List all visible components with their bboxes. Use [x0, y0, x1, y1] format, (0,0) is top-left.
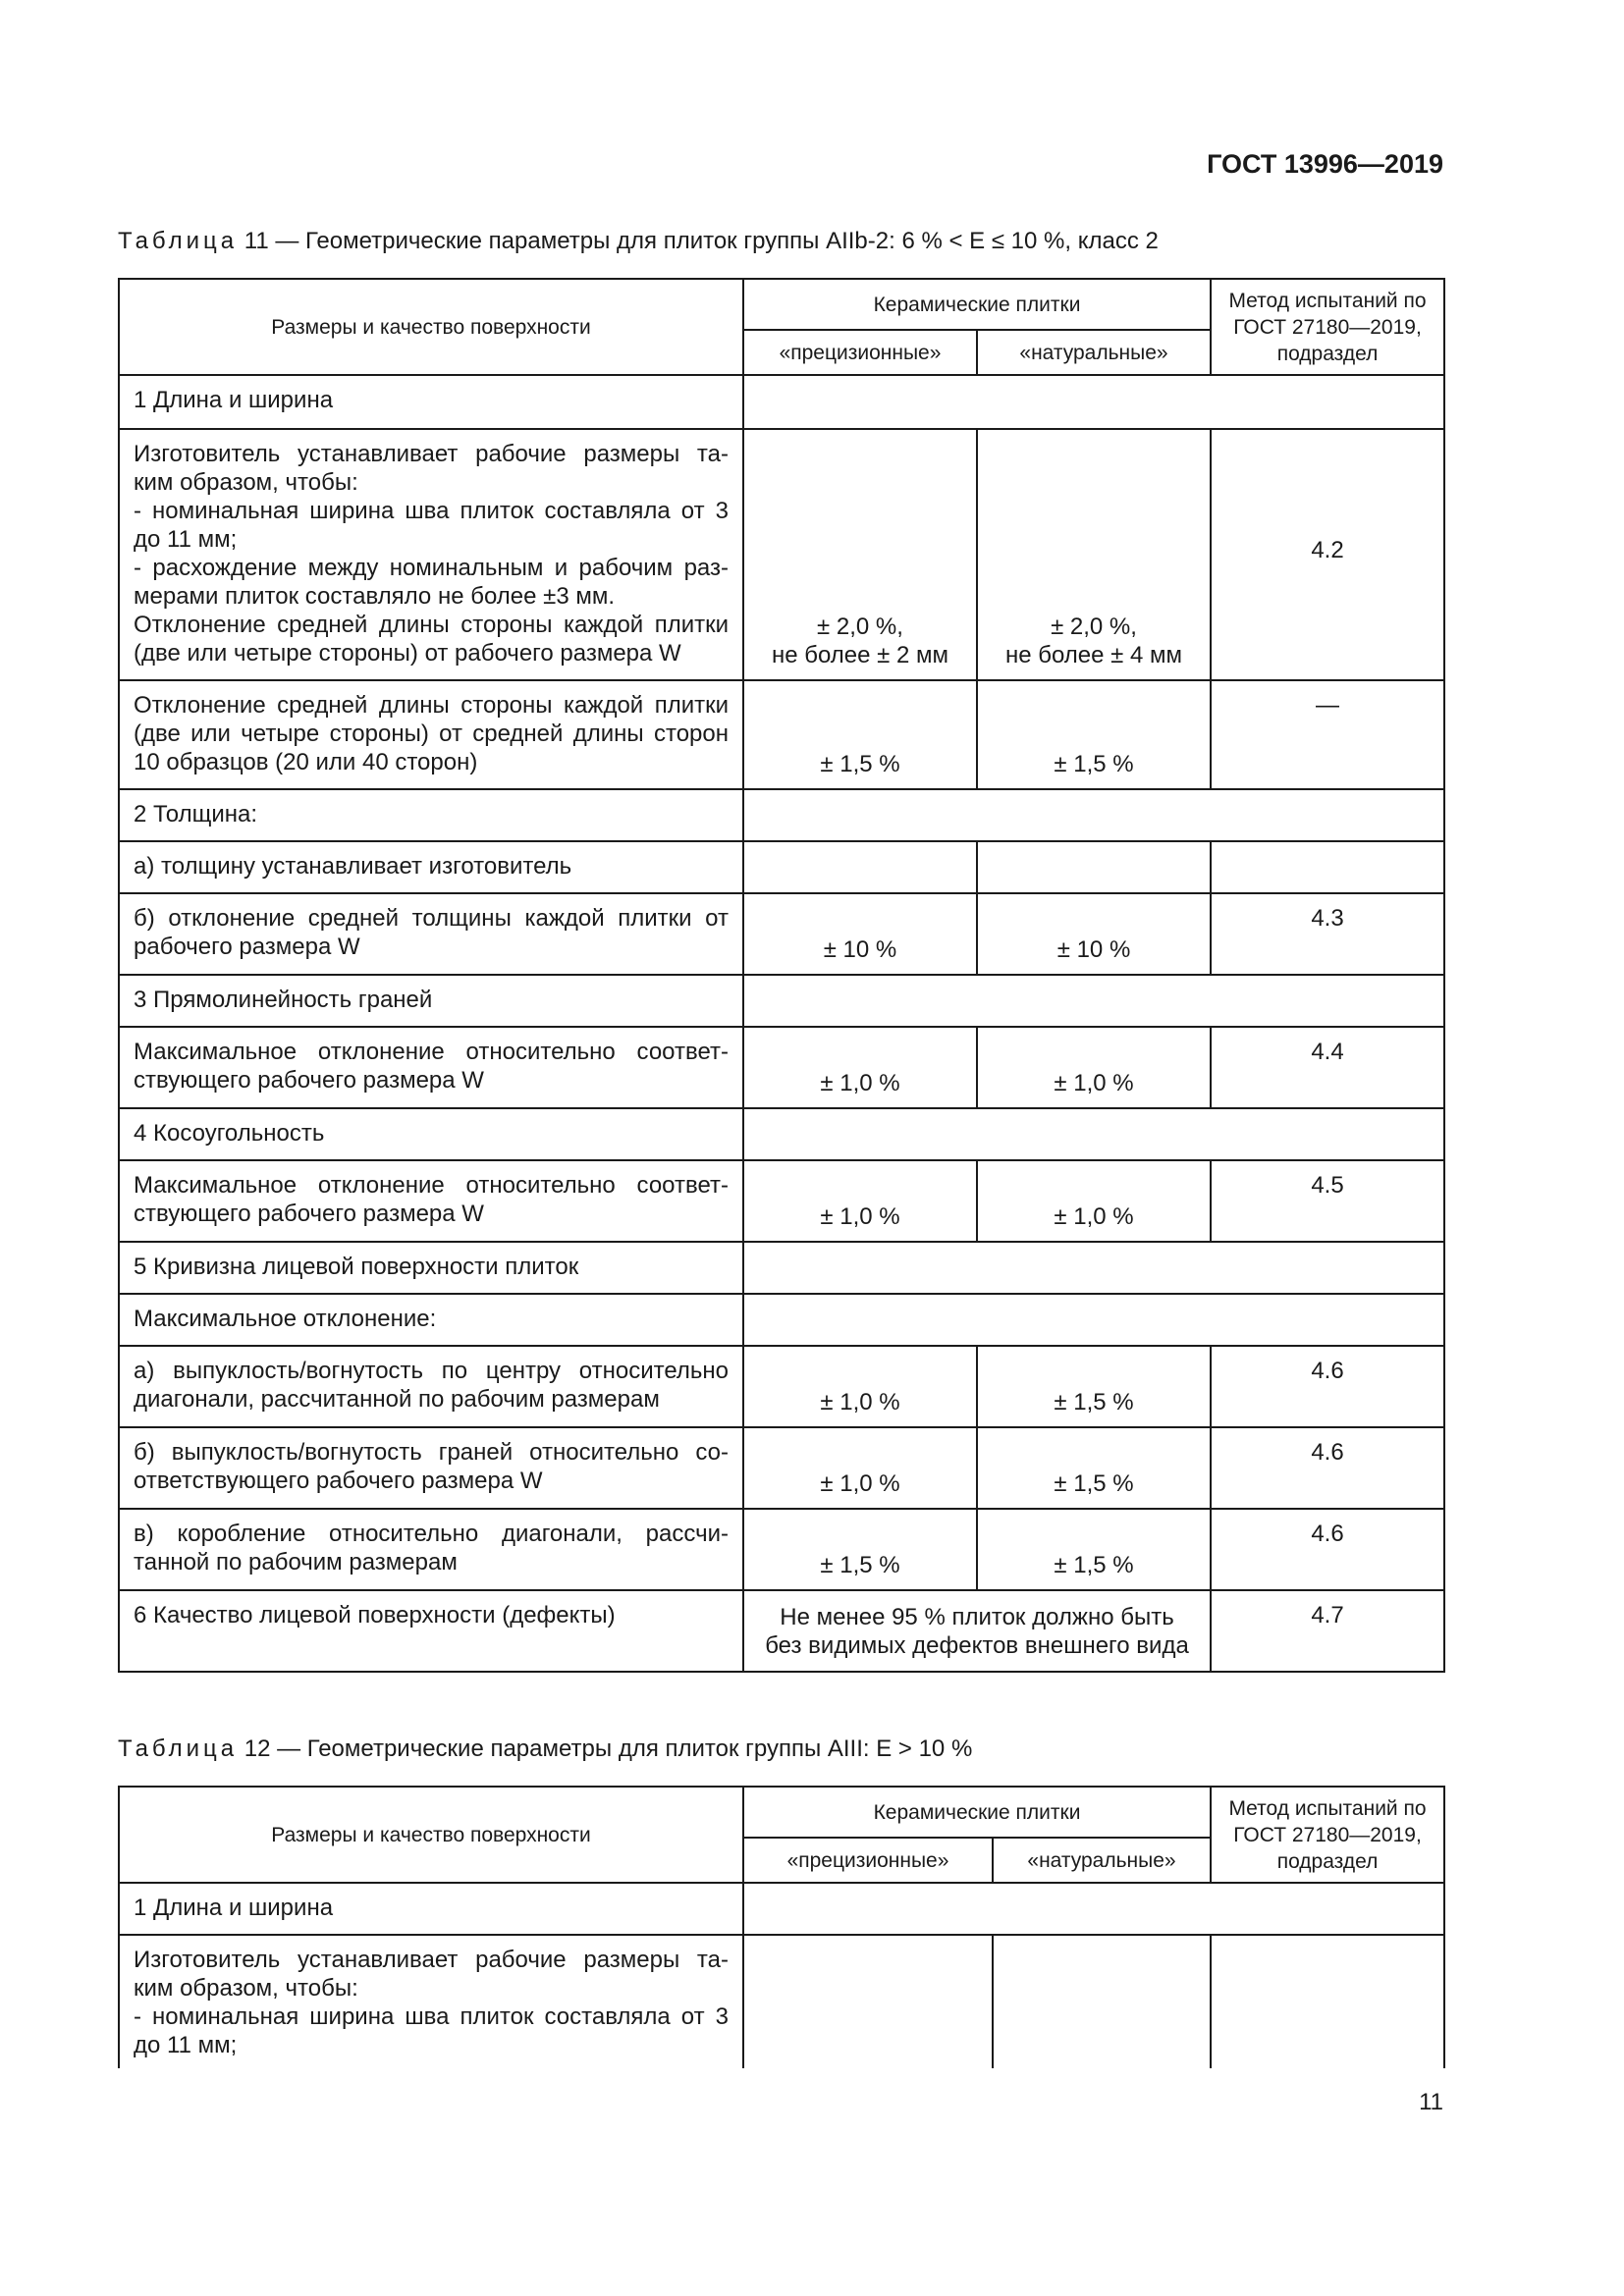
- table-row: [119, 1935, 1444, 2068]
- value-precision: ± 1,5 %: [743, 1509, 977, 1590]
- value-both: [743, 1590, 1211, 1672]
- test-method-value: 4.6: [1211, 1346, 1444, 1427]
- value-precision: ± 1,0 %: [743, 1027, 977, 1108]
- value-natural: [977, 429, 1211, 680]
- header-ceramic-tiles: Керамические плитки: [743, 1787, 1211, 1838]
- table-row: [119, 841, 1444, 893]
- value-precision: ± 1,0 %: [743, 1427, 977, 1509]
- value-line: без видимых дефектов внешнего вида: [765, 1631, 1189, 1659]
- table-12-caption: [118, 1735, 972, 1763]
- empty-cell: [993, 1935, 1211, 2068]
- empty-cell: [743, 1883, 1444, 1935]
- empty-cell: [977, 841, 1211, 893]
- table-11-caption: [118, 228, 1159, 255]
- text-line: ким образом, чтобы:: [134, 469, 358, 496]
- empty-cell: [1211, 1935, 1444, 2068]
- row-description: [119, 893, 743, 975]
- row-description: [119, 1509, 743, 1590]
- test-method-value: 4.2: [1211, 429, 1444, 680]
- section-title: 1 Длина и ширина: [119, 1883, 743, 1935]
- value-precision: ± 1,5 %: [743, 680, 977, 789]
- text-line: а) выпуклость/вогнутость по центру относительно: [134, 1358, 729, 1384]
- header-method-line: Метод испытаний по: [1228, 1796, 1427, 1820]
- text-line: в) коробление относительно диагонали, рассчи-: [134, 1521, 729, 1547]
- test-method-value: 4.5: [1211, 1160, 1444, 1242]
- value-natural: ± 1,0 %: [977, 1027, 1211, 1108]
- table-row: [119, 1027, 1444, 1108]
- header-precision: «прецизионные»: [743, 1838, 993, 1883]
- header-size-quality: Размеры и качество поверхности: [119, 279, 743, 375]
- header-ceramic-tiles: Керамические плитки: [743, 279, 1211, 330]
- table-row: [119, 1108, 1444, 1160]
- text-line: Отклонение средней длины стороны каждой плитки: [134, 692, 729, 719]
- text-line: - расхождение между номинальным и рабочим раз-: [134, 555, 729, 581]
- table-row: [119, 893, 1444, 975]
- table-row: [119, 1427, 1444, 1509]
- section-title: 3 Прямолинейность граней: [119, 975, 743, 1027]
- value-natural: ± 10 %: [977, 893, 1211, 975]
- header-method-line: подраздел: [1276, 1849, 1379, 1873]
- text-line: диагонали, рассчитанной по рабочим размерам: [134, 1386, 660, 1413]
- empty-cell: [743, 841, 977, 893]
- table-row: [119, 1590, 1444, 1672]
- empty-cell: [743, 1935, 993, 2068]
- text-line: рабочего размера W: [134, 934, 360, 960]
- text-line: до 11 мм;: [134, 2032, 238, 2058]
- section-title: 4 Косоугольность: [119, 1108, 743, 1160]
- text-line: ответствующего рабочего размера W: [134, 1468, 543, 1494]
- empty-cell: [743, 1108, 1444, 1160]
- test-method-value: 4.7: [1211, 1590, 1444, 1672]
- test-method-value: 4.6: [1211, 1427, 1444, 1509]
- row-description: [119, 1935, 743, 2068]
- empty-cell: [743, 1242, 1444, 1294]
- test-method-value: 4.3: [1211, 893, 1444, 975]
- text-line: (две или четыре стороны) от рабочего размера W: [134, 640, 681, 667]
- row-description: а) толщину устанавливает изготовитель: [119, 841, 743, 893]
- text-line: 10 образцов (20 или 40 сторон): [134, 749, 478, 775]
- empty-cell: [743, 789, 1444, 841]
- text-line: - номинальная ширина шва плиток составляла от 3: [134, 2003, 729, 2030]
- text-line: танной по рабочим размерам: [134, 1549, 458, 1575]
- text-line: Отклонение средней длины стороны каждой плитки: [134, 612, 729, 638]
- table-11-caption-label: Таблица: [118, 228, 239, 254]
- table-12-caption-label: Таблица: [118, 1735, 239, 1762]
- value-natural: ± 1,5 %: [977, 1509, 1211, 1590]
- test-method-value: —: [1211, 680, 1444, 789]
- text-line: ким образом, чтобы:: [134, 1975, 358, 2002]
- value-precision: ± 10 %: [743, 893, 977, 975]
- row-description: [119, 680, 743, 789]
- value-precision: ± 1,0 %: [743, 1346, 977, 1427]
- value-natural: ± 1,5 %: [977, 680, 1211, 789]
- text-line: Изготовитель устанавливает рабочие размеры та-: [134, 1947, 729, 1973]
- header-method-line: ГОСТ 27180—2019,: [1233, 1823, 1422, 1846]
- empty-cell: [743, 975, 1444, 1027]
- empty-cell: [743, 375, 1444, 429]
- header-test-method: [1211, 1787, 1444, 1883]
- table-row: [119, 1242, 1444, 1294]
- table-row: [119, 680, 1444, 789]
- value-line: не более ± 4 мм: [1004, 642, 1183, 668]
- table-11: [118, 278, 1445, 1673]
- value-line: ± 2,0 %,: [1051, 614, 1137, 640]
- text-line: б) отклонение средней толщины каждой плитки от: [134, 905, 729, 932]
- value-natural: ± 1,0 %: [977, 1160, 1211, 1242]
- row-description: [119, 1427, 743, 1509]
- page-number: 11: [1419, 2089, 1443, 2115]
- row-description: [119, 1027, 743, 1108]
- table-row: [119, 975, 1444, 1027]
- text-line: Изготовитель устанавливает рабочие размеры та-: [134, 441, 729, 467]
- table-row: [119, 1509, 1444, 1590]
- section-title: 2 Толщина:: [119, 789, 743, 841]
- table-row: [119, 1160, 1444, 1242]
- header-natural: «натуральные»: [993, 1838, 1211, 1883]
- header-method-line: Метод испытаний по: [1228, 289, 1427, 312]
- row-description: [119, 1160, 743, 1242]
- section-title: 5 Кривизна лицевой поверхности плиток: [119, 1242, 743, 1294]
- value-precision: [743, 429, 977, 680]
- value-line: не более ± 2 мм: [771, 642, 949, 668]
- table-row: [119, 429, 1444, 680]
- table-row: [119, 789, 1444, 841]
- header-size-quality: Размеры и качество поверхности: [119, 1787, 743, 1883]
- text-line: (две или четыре стороны) от средней длины сторон: [134, 721, 729, 747]
- header-test-method: [1211, 279, 1444, 375]
- value-natural: ± 1,5 %: [977, 1427, 1211, 1509]
- table-row: [119, 1346, 1444, 1427]
- empty-cell: [1211, 841, 1444, 893]
- text-line: до 11 мм;: [134, 526, 238, 553]
- value-line: ± 2,0 %,: [817, 614, 903, 640]
- text-line: ствующего рабочего размера W: [134, 1201, 484, 1227]
- header-method-line: ГОСТ 27180—2019,: [1233, 315, 1422, 339]
- header-precision: «прецизионные»: [743, 330, 977, 375]
- row-description: Максимальное отклонение:: [119, 1294, 743, 1346]
- document-code: ГОСТ 13996—2019: [1207, 149, 1443, 179]
- empty-cell: [743, 1294, 1444, 1346]
- row-description: [119, 429, 743, 680]
- table-12-caption-text: 12 — Геометрические параметры для плиток группы AIII: E > 10 %: [238, 1735, 973, 1762]
- row-description: 6 Качество лицевой поверхности (дефекты): [119, 1590, 743, 1672]
- section-title: 1 Длина и ширина: [119, 375, 743, 429]
- value-precision: ± 1,0 %: [743, 1160, 977, 1242]
- table-row: [119, 1294, 1444, 1346]
- table-11-caption-text: 11 — Геометрические параметры для плиток группы AIIb-2: 6 % < E ≤ 10 %, класс 2: [238, 228, 1159, 254]
- row-description: [119, 1346, 743, 1427]
- table-12: [118, 1786, 1445, 2068]
- header-method-line: подраздел: [1276, 342, 1379, 365]
- text-line: ствующего рабочего размера W: [134, 1067, 484, 1094]
- text-line: Максимальное отклонение относительно соответ-: [134, 1172, 729, 1199]
- text-line: - номинальная ширина шва плиток составляла от 3: [134, 498, 729, 524]
- table-row: [119, 1883, 1444, 1935]
- text-line: б) выпуклость/вогнутость граней относительно со-: [134, 1439, 729, 1466]
- value-natural: ± 1,5 %: [977, 1346, 1211, 1427]
- value-line: Не менее 95 % плиток должно быть: [780, 1603, 1174, 1630]
- text-line: Максимальное отклонение относительно соответ-: [134, 1039, 729, 1065]
- test-method-value: 4.6: [1211, 1509, 1444, 1590]
- header-natural: «натуральные»: [977, 330, 1211, 375]
- table-row: [119, 375, 1444, 429]
- test-method-value: 4.4: [1211, 1027, 1444, 1108]
- text-line: мерами плиток составляло не более ±3 мм.: [134, 583, 615, 610]
